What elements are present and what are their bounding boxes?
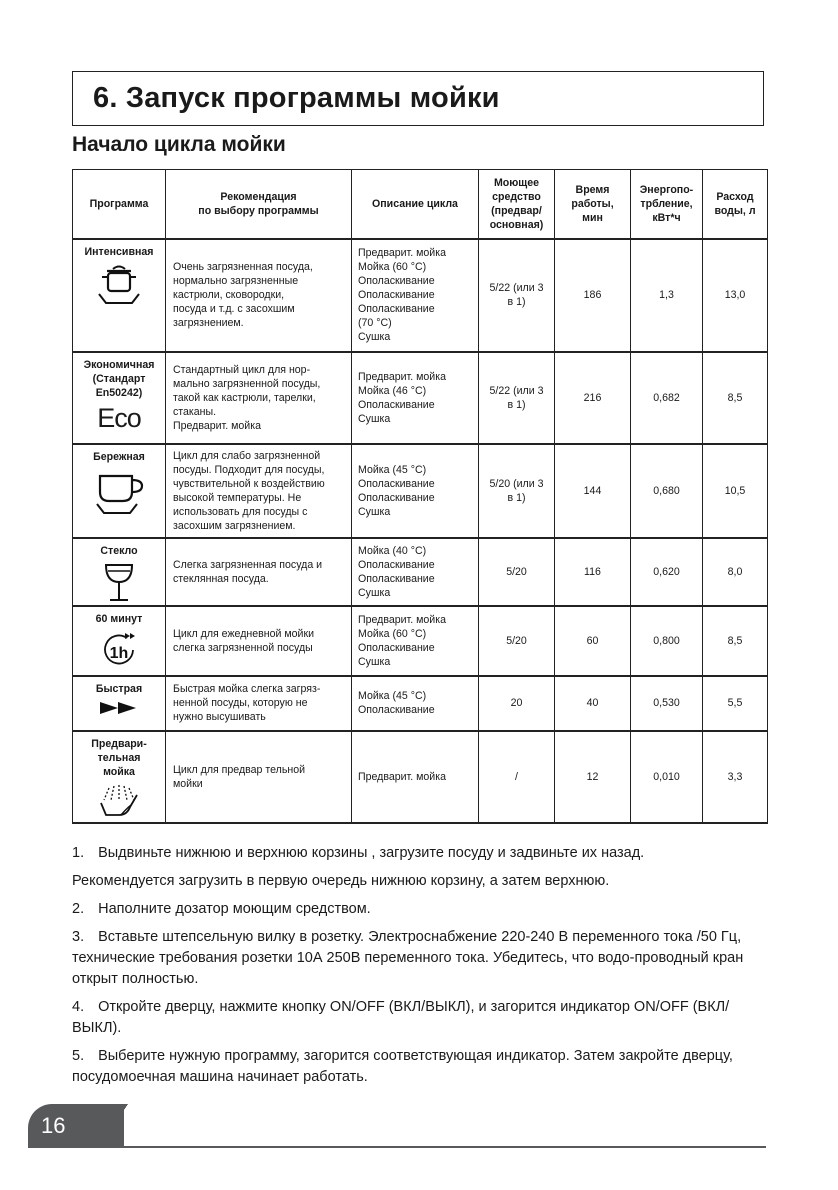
description-cell: Мойка (45 °C) Ополаскивание Ополаскивание Сушка [352,444,479,538]
water-cell: 8,0 [703,538,768,606]
detergent-cell: / [479,731,555,823]
description-cell: Предварит. мойка Мойка (60 °C) Ополаскивание Ополаскивание Ополаскивание (70 °C) Сушка [352,239,479,352]
one-hour-icon [101,630,137,668]
instruction-steps [72,843,768,1095]
step-1-note: Рекомендуется загрузить в первую очередь нижнюю корзину, а затем верхнюю. [72,873,610,889]
description-cell: Предварит. мойка [352,731,479,823]
program-name: Бережная [93,450,145,463]
table-row-fast [73,676,768,731]
page-number: 16 [41,1113,66,1138]
detergent-cell: 20 [479,676,555,731]
table-row-60-minutes [73,606,768,676]
table-row-prewash [73,731,768,823]
one-hour-label: 1h [109,644,129,662]
description-cell: Предварит. мойка Мойка (60 °C) Ополаскивание Сушка [352,606,479,676]
detergent-cell: 5/20 (или 3 в 1) [479,444,555,538]
recommendation-cell: Цикл для слабо загрязненной посуды. Подходит для посуды, чувствительной к воздействию высокой температуры. Не использовать для посуды с засохшим загрязнением. [166,444,352,538]
table-row-intensive [73,239,768,352]
time-cell: 186 [555,239,631,352]
header-detergent: Моющее средство (предвар/ основная) [479,170,555,239]
header-time: Время работы, мин [555,170,631,239]
step-5: 5. Выберите нужную программу, загорится соответствующая индикатор. Затем закройте дверцу, посудомоечная машина начинает работать. [72,1048,733,1085]
recommendation-cell: Очень загрязненная посуда, нормально загрязненные кастрюли, сковородки, посуда и т.д. с засохшим загрязнением. [166,239,352,352]
program-cell [73,538,166,606]
description-cell: Предварит. мойка Мойка (46 °C) Ополаскивание Сушка [352,352,479,444]
water-cell: 5,5 [703,676,768,731]
section-header-box [72,71,764,126]
water-cell: 8,5 [703,606,768,676]
table-row-gentle [73,444,768,538]
program-cell [73,731,166,823]
table-row-eco [73,352,768,444]
program-cell [73,444,166,538]
energy-cell: 0,530 [631,676,703,731]
recommendation-cell: Цикл для ежедневной мойки слегка загрязненной посуды [166,606,352,676]
detergent-cell: 5/22 (или 3 в 1) [479,239,555,352]
energy-cell: 0,680 [631,444,703,538]
footer-rule [118,1146,766,1148]
recommendation-cell: Стандартный цикл для нор- мально загрязненной посуды, такой как кастрюли, тарелки, стаканы. Предварит. мойка [166,352,352,444]
time-cell: 216 [555,352,631,444]
recommendation-cell: Быстрая мойка слегка загряз- ненной посуды, которую не нужно высушивать [166,676,352,731]
header-water: Расход воды, л [703,170,768,239]
energy-cell: 1,3 [631,239,703,352]
detergent-cell: 5/20 [479,606,555,676]
time-cell: 60 [555,606,631,676]
prewash-spray-icon [97,783,141,819]
energy-cell: 0,620 [631,538,703,606]
detergent-cell: 5/22 (или 3 в 1) [479,352,555,444]
water-cell: 8,5 [703,352,768,444]
recommendation-cell: Слегка загрязненная посуда и стеклянная посуда. [166,538,352,606]
program-cell [73,352,166,444]
fast-forward-icon [98,700,140,716]
detergent-cell: 5/20 [479,538,555,606]
time-cell: 40 [555,676,631,731]
program-name: Быстрая [95,682,143,695]
recommendation-cell: Цикл для предвар тельной мойки [166,731,352,823]
energy-cell: 0,800 [631,606,703,676]
cup-icon [92,468,146,518]
table-row-glass [73,538,768,606]
section-title: 6. Запуск программы мойки [93,82,500,114]
program-cell [73,606,166,676]
wine-glass-icon [102,562,136,604]
step-1: 1. Выдвиньте нижнюю и верхнюю корзины , загрузите посуду и задвиньте их назад. [72,845,645,861]
program-name: Предвари- тельная мойка [91,737,147,778]
description-cell: Мойка (40 °C) Ополаскивание Ополаскивание Сушка [352,538,479,606]
step-4: 4. Откройте дверцу, нажмите кнопку ON/OFF (ВКЛ/ВЫКЛ), и загорится индикатор ON/OFF (ВКЛ/ВЫКЛ). [72,999,730,1036]
energy-cell: 0,682 [631,352,703,444]
program-name: 60 минут [95,612,143,625]
program-name: Интенсивная [84,245,154,258]
water-cell: 3,3 [703,731,768,823]
program-name: Стекло [100,544,138,557]
program-name: Экономичная (Стандарт En50242) [83,358,155,399]
program-cell [73,239,166,352]
pot-icon [94,263,144,307]
program-cell [73,676,166,731]
table-header-row [73,170,768,239]
header-recommendation: Рекомендация по выбору программы [166,170,352,239]
time-cell: 116 [555,538,631,606]
program-table [72,169,768,824]
energy-cell: 0,010 [631,731,703,823]
step-3: 3. Вставьте штепсельную вилку в розетку. Электроснабжение 220-240 В переменного тока /50 Гц, технические требования розетки 10А 250В переменного тока. Убедитесь, что водо-проводный кран открыт полностью. [72,929,744,987]
header-description: Описание цикла [352,170,479,239]
water-cell: 10,5 [703,444,768,538]
header-energy: Энергопо- трбление, кВт*ч [631,170,703,239]
eco-icon: Eco [97,402,141,433]
header-program: Программа [73,170,166,239]
description-cell: Мойка (45 °C) Ополаскивание [352,676,479,731]
step-2: 2. Наполните дозатор моющим средством. [72,901,371,917]
time-cell: 144 [555,444,631,538]
water-cell: 13,0 [703,239,768,352]
subtitle: Начало цикла мойки [72,133,286,156]
time-cell: 12 [555,731,631,823]
page-number-tab-edge [98,1104,128,1148]
